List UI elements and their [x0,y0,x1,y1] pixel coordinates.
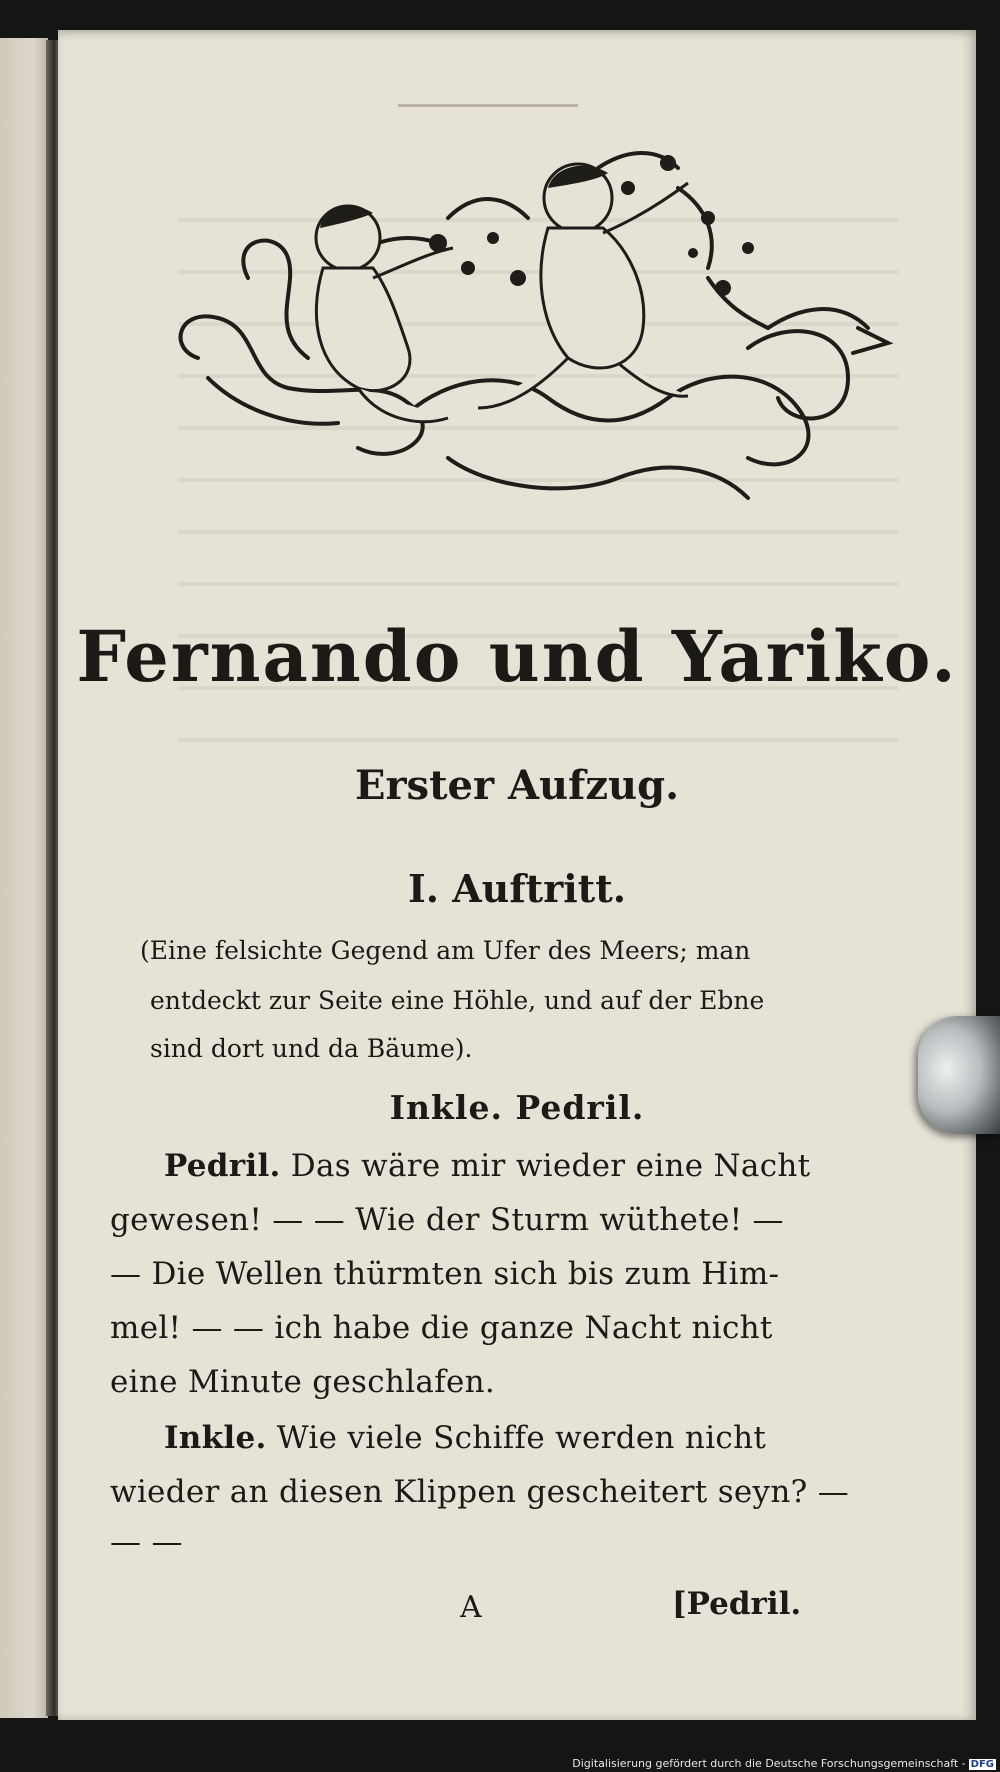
dialogue-line [110,1364,495,1400]
dialogue-text: mel! — — ich habe die ganze Nacht nicht [110,1310,773,1346]
dialogue-line [110,1474,849,1510]
dialogue-text: — — [110,1524,183,1560]
digitization-credit [572,1757,996,1770]
dialogue-text: — Die Wellen thürmten sich bis zum Him- [110,1256,780,1292]
dialogue-text: eine Minute geschlafen. [110,1364,496,1400]
dialogue-line [164,1148,810,1184]
top-rule [398,104,578,107]
signature-mark: A [460,1590,482,1625]
dialogue-text: gewesen! — — Wie der Sturm wüthete! — [110,1202,784,1238]
speaker-name: Pedril. [164,1148,281,1184]
catchword: [Pedril. [672,1586,802,1622]
scene-heading: I. Auftritt. [407,866,627,911]
cherubs-ornament-icon [148,128,908,528]
dialogue-line [164,1420,766,1456]
book-page [58,30,976,1720]
stage-direction-line: sind dort und da Bäume). [150,1034,473,1063]
dialogue-line [110,1256,779,1292]
characters-line: Inkle. Pedril. [389,1088,645,1127]
play-title: Fernando und Yariko. [76,615,958,698]
dialogue-line [110,1524,183,1560]
dialogue-text: Das wäre mir wieder eine Nacht [280,1148,811,1184]
page-clip-icon [918,1016,1000,1134]
dialogue-text: Wie viele Schiffe werden nicht [266,1420,767,1456]
dfg-logo: DFG [970,1759,994,1770]
speaker-name: Inkle. [164,1420,267,1456]
left-page-edge [0,38,48,1718]
dialogue-line [110,1310,773,1346]
dialogue-line [110,1202,784,1238]
credit-text: Digitalisierung gefördert durch die Deutsche Forschungsgemeinschaft - [572,1757,966,1770]
act-heading: Erster Aufzug. [354,762,680,809]
stage-direction-line: (Eine felsichte Gegend am Ufer des Meers; man [140,936,751,965]
stage-direction-line: entdeckt zur Seite eine Höhle, und auf der Ebne [150,986,765,1015]
dialogue-text: wieder an diesen Klippen gescheitert seyn? — [110,1474,850,1510]
